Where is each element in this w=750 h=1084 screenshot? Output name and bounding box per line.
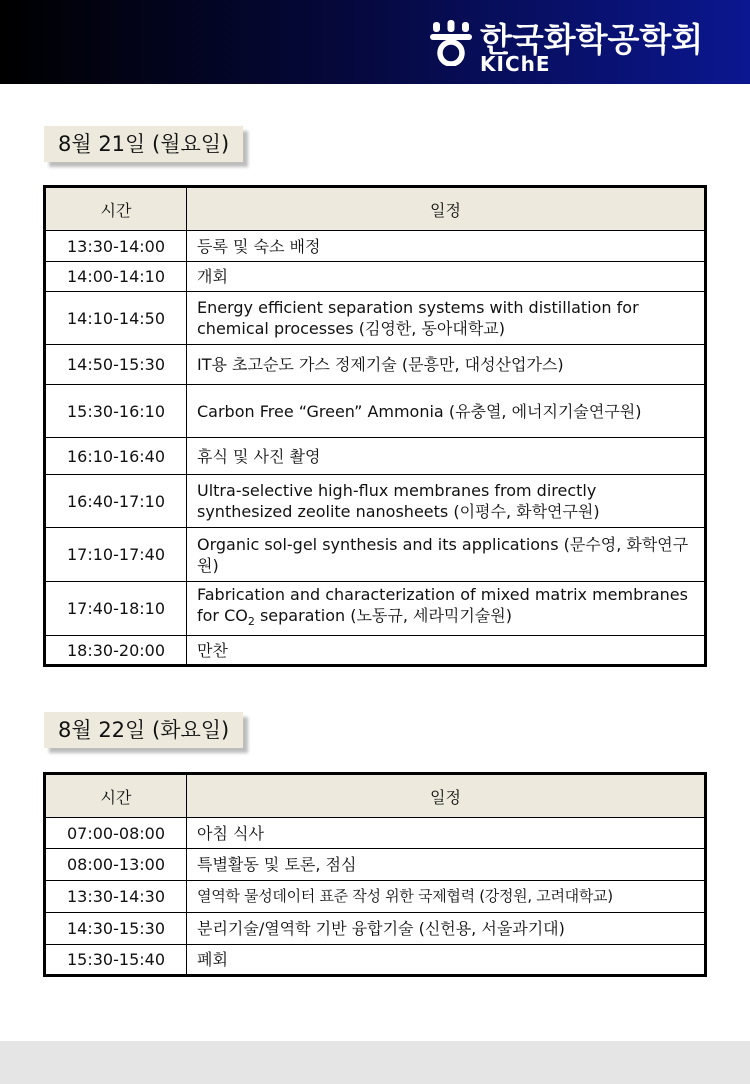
time-cell: 14:50-15:30 (45, 345, 187, 385)
time-cell: 18:30-20:00 (45, 636, 187, 666)
table-row (45, 385, 706, 438)
table-row (45, 849, 706, 881)
table-row (45, 528, 706, 582)
time-cell: 07:00-08:00 (45, 818, 187, 849)
event-cell: Organic sol-gel synthesis and its applications (문수영, 화학연구원) (187, 528, 706, 582)
event-cell: Carbon Free “Green” Ammonia (유충열, 에너지기술연구원) (187, 385, 706, 438)
day-label: 8월 21일 (월요일) (44, 126, 243, 162)
table-row (45, 818, 706, 849)
table-row (45, 345, 706, 385)
column-header-time: 시간 (45, 774, 187, 818)
event-cell: 특별활동 및 토론, 점심 (187, 849, 706, 881)
table-row (45, 881, 706, 913)
kiche-logo (430, 16, 720, 76)
schedule-table (43, 772, 707, 977)
table-row (45, 292, 706, 345)
table-row (45, 636, 706, 666)
event-text: separation (노동규, 세라믹기술원) (254, 606, 512, 626)
footer-bar (0, 1041, 750, 1084)
event-cell: Ultra-selective high-flux membranes from directly synthesized zeolite nanosheets (이평수, 화학연구원) (187, 475, 706, 528)
event-cell: 휴식 및 사진 촬영 (187, 438, 706, 475)
time-cell: 17:40-18:10 (45, 582, 187, 636)
time-cell: 15:30-16:10 (45, 385, 187, 438)
table-row (45, 913, 706, 945)
org-name: 한국화학공학회 (480, 20, 704, 59)
time-cell: 14:30-15:30 (45, 913, 187, 945)
table-row (45, 231, 706, 262)
event-cell: 분리기술/열역학 기반 융합기술 (신헌용, 서울과기대) (187, 913, 706, 945)
event-text: Fabrication and characterization of mixed matrix membranes for CO (197, 585, 688, 626)
time-cell: 17:10-17:40 (45, 528, 187, 582)
event-cell: 아침 식사 (187, 818, 706, 849)
day-label: 8월 22일 (화요일) (44, 712, 243, 748)
time-cell: 14:10-14:50 (45, 292, 187, 345)
column-header-time: 시간 (45, 187, 187, 231)
subscript: 2 (247, 615, 255, 629)
table-header-row (45, 187, 706, 231)
column-header-event: 일정 (187, 187, 706, 231)
time-cell: 13:30-14:00 (45, 231, 187, 262)
event-cell: Energy efficient separation systems with distillation for chemical processes (김영한, 동아대학교) (187, 292, 706, 345)
column-header-event: 일정 (187, 774, 706, 818)
event-cell (187, 582, 706, 636)
table-header-row (45, 774, 706, 818)
table-row (45, 475, 706, 528)
event-cell: 만찬 (187, 636, 706, 666)
header-banner (0, 0, 750, 84)
event-cell: 개회 (187, 262, 706, 292)
schedule-table (43, 185, 707, 667)
time-cell: 16:10-16:40 (45, 438, 187, 475)
org-abbr: KIChE (480, 52, 551, 76)
kiche-emblem-icon (430, 20, 472, 66)
table-row (45, 945, 706, 976)
table-row (45, 582, 706, 636)
time-cell: 16:40-17:10 (45, 475, 187, 528)
table-row (45, 438, 706, 475)
time-cell: 13:30-14:30 (45, 881, 187, 913)
table-row (45, 262, 706, 292)
time-cell: 15:30-15:40 (45, 945, 187, 976)
time-cell: 14:00-14:10 (45, 262, 187, 292)
event-cell: 열역학 물성데이터 표준 작성 위한 국제협력 (강정원, 고려대학교) (187, 881, 706, 913)
event-cell: IT용 초고순도 가스 정제기술 (문흥만, 대성산업가스) (187, 345, 706, 385)
event-cell: 등록 및 숙소 배정 (187, 231, 706, 262)
event-cell: 폐회 (187, 945, 706, 976)
time-cell: 08:00-13:00 (45, 849, 187, 881)
